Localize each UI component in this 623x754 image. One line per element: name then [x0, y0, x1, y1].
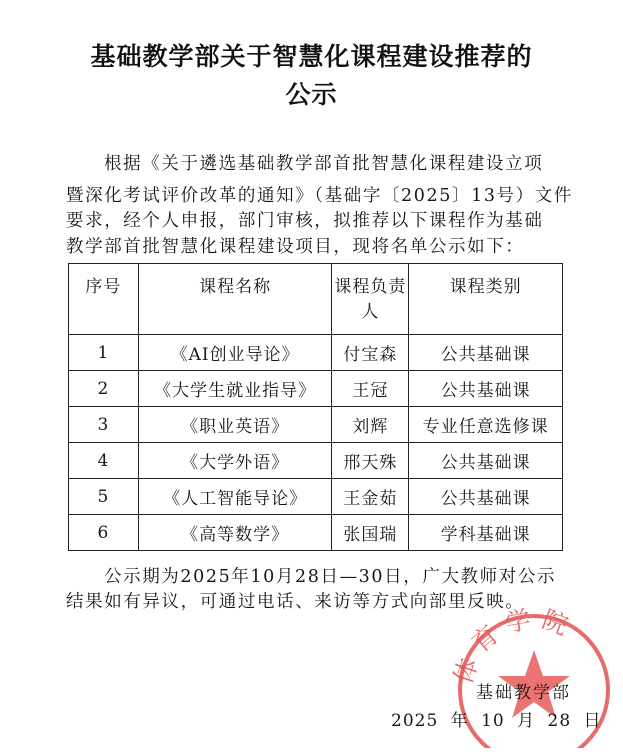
table-row [69, 443, 563, 479]
cell-serial: 2 [69, 371, 139, 407]
cell-course-category: 公共基础课 [409, 479, 563, 515]
table-row [69, 479, 563, 515]
table-row [69, 515, 563, 551]
body-paragraph-line: 要求，经个人申报，部门审核，拟推荐以下课程作为基础 [66, 211, 544, 231]
cell-course-category: 专业任意选修课 [409, 407, 563, 443]
cell-course-category: 公共基础课 [409, 443, 563, 479]
page-title: 基础教学部关于智慧化课程建设推荐的 [90, 42, 533, 71]
header-serial: 序号 [69, 264, 139, 335]
cell-course-category: 公共基础课 [409, 335, 563, 371]
cell-serial: 6 [69, 515, 139, 551]
course-list-table [68, 263, 563, 551]
header-course-leader: 课程负责人 [332, 264, 409, 335]
seal-text: 体育学院 [448, 603, 580, 688]
signature-org: 基础教学部 [476, 683, 571, 703]
body-paragraph-line: 暨深化考试评价改革的通知》（基础字〔2025〕13号）文件 [66, 186, 573, 206]
cell-course-leader: 王金茹 [332, 479, 409, 515]
cell-course-name: 《AI创业导论》 [138, 335, 332, 371]
table-header-row [69, 264, 563, 335]
table-row [69, 371, 563, 407]
cell-course-leader: 付宝森 [332, 335, 409, 371]
cell-serial: 1 [69, 335, 139, 371]
table-row [69, 407, 563, 443]
cell-course-leader: 王冠 [332, 371, 409, 407]
page-title-continued: 公示 [285, 80, 338, 109]
cell-course-name: 《职业英语》 [138, 407, 332, 443]
body-paragraph-line: 教学部首批智慧化课程建设项目，现将名单公示如下： [66, 237, 525, 257]
table-row [69, 335, 563, 371]
cell-course-leader: 张国瑞 [332, 515, 409, 551]
body-paragraph-line: 根据《关于遴选基础教学部首批智慧化课程建设立项 [104, 154, 544, 174]
cell-course-category: 公共基础课 [409, 371, 563, 407]
cell-course-name: 《大学生就业指导》 [138, 371, 332, 407]
cell-course-leader: 邢天殊 [332, 443, 409, 479]
cell-course-name: 《人工智能导论》 [138, 479, 332, 515]
cell-serial: 4 [69, 443, 139, 479]
closing-paragraph-line: 公示期为2025年10月28日—30日，广大教师对公示 [104, 567, 557, 587]
closing-paragraph-line: 结果如有异议，可通过电话、来访等方式向部里反映。 [66, 592, 525, 612]
header-course-name: 课程名称 [138, 264, 332, 335]
cell-serial: 3 [69, 407, 139, 443]
cell-course-category: 学科基础课 [409, 515, 563, 551]
header-course-category: 课程类别 [409, 264, 563, 335]
cell-serial: 5 [69, 479, 139, 515]
cell-course-name: 《高等数学》 [138, 515, 332, 551]
cell-course-name: 《大学外语》 [138, 443, 332, 479]
signature-date: 2025 年 10 月 28 日 [391, 711, 602, 731]
cell-course-leader: 刘辉 [332, 407, 409, 443]
